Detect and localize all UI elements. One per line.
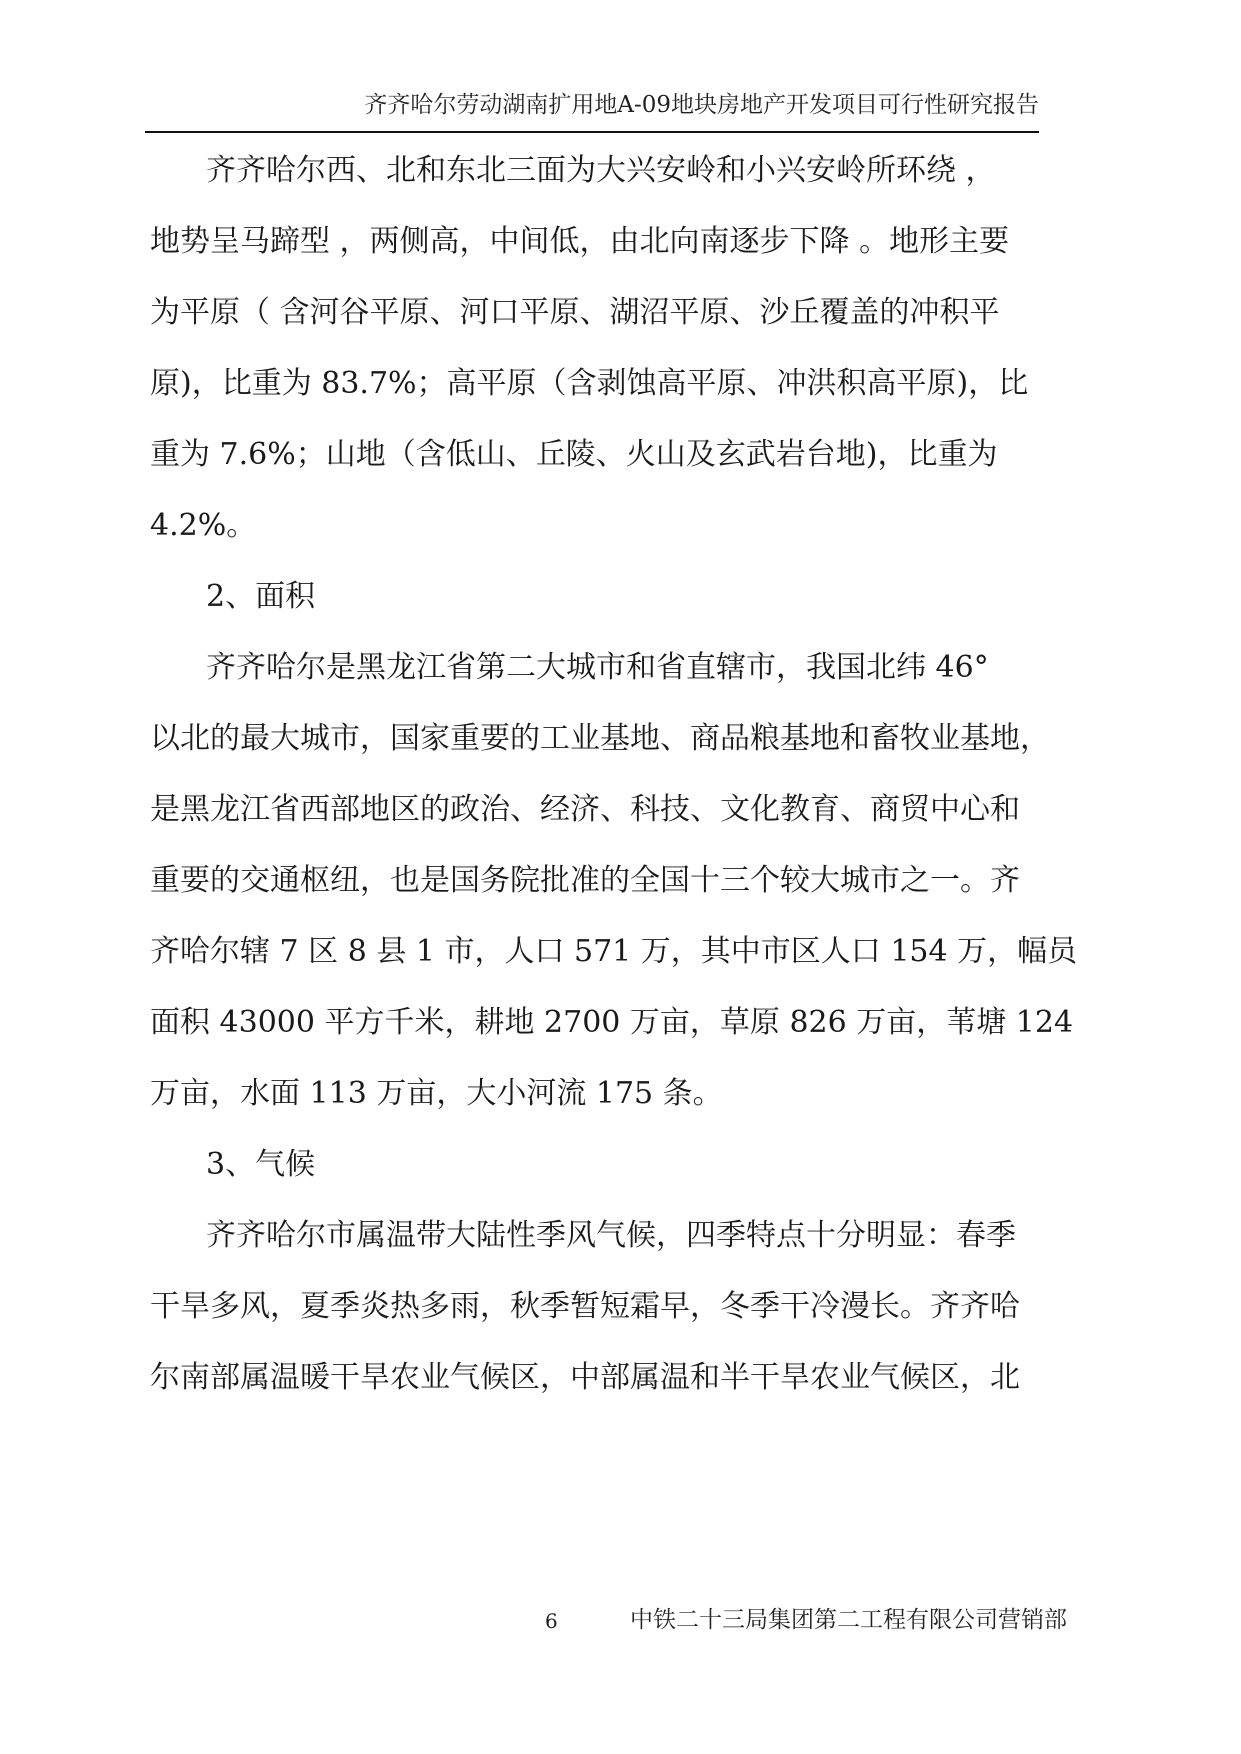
body-line: 4.2%。 [150,508,257,543]
body-line: 齐齐哈尔西、北和东北三面为大兴安岭和小兴安岭所环绕 ， [206,153,996,188]
header-divider [145,131,1039,133]
body-line: 干旱多风，夏季炎热多雨，秋季暂短霜早，冬季干冷漫长。齐齐哈 [150,1289,1020,1324]
body-line: 齐齐哈尔是黑龙江省第二大城市和省直辖市，我国北纬 46° [206,650,989,685]
body-line: 重要的交通枢纽，也是国务院批准的全国十三个较大城市之一。齐 [150,863,1020,898]
body-line: 为平原（ 含河谷平原、河口平原、湖沼平原、沙丘覆盖的冲积平 [150,295,1000,330]
body-line: 齐哈尔辖 7 区 8 县 1 市，人口 571 万，其中市区人口 154 万，幅员 [150,934,1078,969]
body-line: 地势呈马蹄型 ，两侧高，中间低，由北向南逐步下降 。地形主要 [150,224,1010,259]
page-number: 6 [545,1609,558,1633]
running-header-title: 齐齐哈尔劳动湖南扩用地A-09地块房地产开发项目可行性研究报告 [364,92,1039,118]
body-line: 是黑龙江省西部地区的政治、经济、科技、文化教育、商贸中心和 [150,792,1020,827]
footer-company: 中铁二十三局集团第二工程有限公司营销部 [630,1607,1067,1633]
body-line: 尔南部属温暖干旱农业气候区，中部属温和半干旱农业气候区，北 [150,1360,1020,1395]
section-heading-area: 2、面积 [206,579,316,614]
body-line: 万亩，水面 113 万亩，大小河流 175 条。 [150,1076,723,1111]
body-line: 面积 43000 平方千米，耕地 2700 万亩，草原 826 万亩，苇塘 124 [150,1005,1074,1040]
body-line: 原)，比重为 83.7%；高平原（含剥蚀高平原、冲洪积高平原)，比 [150,366,1029,401]
body-line: 重为 7.6%；山地（含低山、丘陵、火山及玄武岩台地)，比重为 [150,437,998,472]
section-heading-climate: 3、气候 [206,1147,316,1182]
body-line: 齐齐哈尔市属温带大陆性季风气候，四季特点十分明显：春季 [206,1218,1016,1253]
body-line: 以北的最大城市，国家重要的工业基地、商品粮基地和畜牧业基地， [150,721,1050,756]
